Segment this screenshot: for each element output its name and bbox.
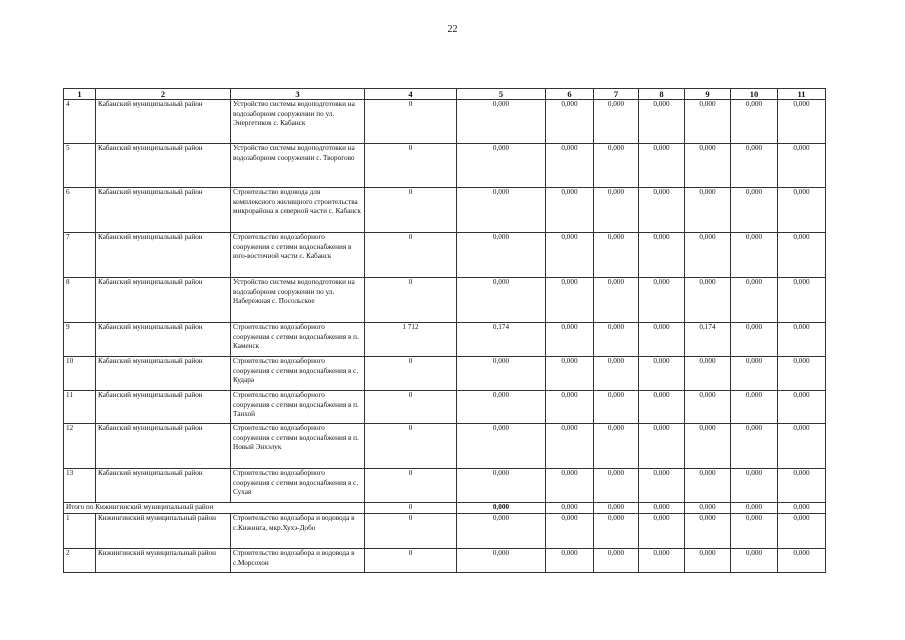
- value-cell-col-5: 0,000: [457, 503, 546, 514]
- table-row: [64, 278, 826, 323]
- value-cell-col-11: 0,000: [778, 469, 826, 503]
- row-number: 6: [64, 188, 96, 233]
- table-row: [64, 188, 826, 233]
- table-row: [64, 233, 826, 278]
- value-cell-col-6: 0,000: [546, 100, 594, 144]
- district-cell: Кабанский муниципальный район: [96, 144, 231, 188]
- column-header-3: 3: [231, 89, 365, 100]
- project-cell: Устройство системы водоподготовки на водозаборном сооружении по ул. Набережная с. Посольское: [231, 278, 365, 323]
- value-cell-col-11: 0,000: [778, 391, 826, 424]
- value-cell-col-4: 0: [365, 357, 457, 391]
- value-cell-col-7: 0,000: [594, 100, 639, 144]
- row-number: 2: [64, 549, 96, 573]
- header-row: [64, 89, 826, 100]
- table-row: [64, 323, 826, 357]
- value-cell-col-9: 0,000: [685, 391, 731, 424]
- value-cell-col-5: 0,000: [457, 357, 546, 391]
- value-cell-col-7: 0,000: [594, 503, 639, 514]
- value-cell-col-11: 0,000: [778, 357, 826, 391]
- value-cell-col-9: 0,000: [685, 144, 731, 188]
- value-cell-col-8: 0,000: [639, 233, 685, 278]
- value-cell-col-5: 0,000: [457, 424, 546, 469]
- value-cell-col-8: 0,000: [639, 188, 685, 233]
- project-cell: Строительство водозаборного сооружения с сетями водоснабжения в п. Новый Энхэлук: [231, 424, 365, 469]
- value-cell-col-11: 0,000: [778, 188, 826, 233]
- value-cell-col-8: 0,000: [639, 144, 685, 188]
- project-cell: Устройство системы водоподготовки на водозаборном сооружении с. Творогово: [231, 144, 365, 188]
- value-cell-col-7: 0,000: [594, 233, 639, 278]
- district-cell: Кижингинский муниципальный район: [96, 549, 231, 573]
- table-row: [64, 549, 826, 573]
- value-cell-col-7: 0,000: [594, 357, 639, 391]
- value-cell-col-10: 0,000: [731, 514, 778, 549]
- value-cell-col-6: 0,000: [546, 424, 594, 469]
- value-cell-col-9: 0,000: [685, 503, 731, 514]
- value-cell-col-5: 0,000: [457, 514, 546, 549]
- value-cell-col-6: 0,000: [546, 469, 594, 503]
- value-cell-col-5: 0,000: [457, 233, 546, 278]
- value-cell-col-10: 0,000: [731, 424, 778, 469]
- value-cell-col-7: 0,000: [594, 514, 639, 549]
- value-cell-col-8: 0,000: [639, 278, 685, 323]
- value-cell-col-7: 0,000: [594, 188, 639, 233]
- project-cell: Строительство водозаборного сооружения с сетями водоснабжения в п. Танхой: [231, 391, 365, 424]
- value-cell-col-5: 0,000: [457, 469, 546, 503]
- value-cell-col-7: 0,000: [594, 424, 639, 469]
- project-cell: Строительство водозаборного сооружения с сетями водоснабжения в с. Кудара: [231, 357, 365, 391]
- page-number: 22: [447, 24, 458, 35]
- column-header-2: 2: [96, 89, 231, 100]
- project-cell: Строительство водозаборного сооружения с сетями водоснабжения в п. Каменск: [231, 323, 365, 357]
- project-cell: Устройство системы водоподготовки на водозаборном сооружении по ул. Энергетиков с. Кабанск: [231, 100, 365, 144]
- value-cell-col-4: 0: [365, 391, 457, 424]
- row-number: 10: [64, 357, 96, 391]
- value-cell-col-10: 0,000: [731, 100, 778, 144]
- value-cell-col-9: 0,000: [685, 549, 731, 573]
- value-cell-col-11: 0,000: [778, 514, 826, 549]
- value-cell-col-6: 0,000: [546, 503, 594, 514]
- district-cell: Кабанский муниципальный район: [96, 424, 231, 469]
- value-cell-col-4: 0: [365, 278, 457, 323]
- value-cell-col-6: 0,000: [546, 514, 594, 549]
- value-cell-col-9: 0,000: [685, 469, 731, 503]
- value-cell-col-5: 0,000: [457, 144, 546, 188]
- value-cell-col-11: 0,000: [778, 233, 826, 278]
- value-cell-col-4: 0: [365, 549, 457, 573]
- column-header-8: 8: [639, 89, 685, 100]
- value-cell-col-10: 0,000: [731, 323, 778, 357]
- value-cell-col-9: 0,000: [685, 233, 731, 278]
- district-cell: Кабанский муниципальный район: [96, 233, 231, 278]
- value-cell-col-5: 0,000: [457, 188, 546, 233]
- value-cell-col-6: 0,000: [546, 391, 594, 424]
- value-cell-col-7: 0,000: [594, 469, 639, 503]
- value-cell-col-7: 0,000: [594, 278, 639, 323]
- row-number: 4: [64, 100, 96, 144]
- value-cell-col-6: 0,000: [546, 357, 594, 391]
- value-cell-col-11: 0,000: [778, 424, 826, 469]
- table-row: [64, 514, 826, 549]
- total-row: [64, 503, 826, 514]
- row-number: 11: [64, 391, 96, 424]
- district-cell: Кижингинский муниципальный район: [96, 514, 231, 549]
- value-cell-col-6: 0,000: [546, 278, 594, 323]
- column-header-7: 7: [594, 89, 639, 100]
- district-cell: Кабанский муниципальный район: [96, 323, 231, 357]
- value-cell-col-10: 0,000: [731, 357, 778, 391]
- district-cell: Кабанский муниципальный район: [96, 357, 231, 391]
- value-cell-col-8: 0,000: [639, 391, 685, 424]
- value-cell-col-9: 0,000: [685, 514, 731, 549]
- value-cell-col-8: 0,000: [639, 424, 685, 469]
- row-number: 1: [64, 514, 96, 549]
- value-cell-col-8: 0,000: [639, 323, 685, 357]
- value-cell-col-10: 0,000: [731, 233, 778, 278]
- table-row: [64, 424, 826, 469]
- table-row: [64, 144, 826, 188]
- row-number: 12: [64, 424, 96, 469]
- total-label: Итого по Кижингинский муниципальный район: [64, 503, 365, 514]
- project-cell: Строительство водозаборного сооружения с сетями водоснабжения в с. Сухая: [231, 469, 365, 503]
- value-cell-col-5: 0,000: [457, 391, 546, 424]
- value-cell-col-8: 0,000: [639, 100, 685, 144]
- column-header-9: 9: [685, 89, 731, 100]
- column-header-5: 5: [457, 89, 546, 100]
- value-cell-col-8: 0,000: [639, 469, 685, 503]
- value-cell-col-7: 0,000: [594, 391, 639, 424]
- table-row: [64, 100, 826, 144]
- value-cell-col-11: 0,000: [778, 278, 826, 323]
- value-cell-col-10: 0,000: [731, 144, 778, 188]
- value-cell-col-4: 0: [365, 424, 457, 469]
- value-cell-col-11: 0,000: [778, 100, 826, 144]
- value-cell-col-8: 0,000: [639, 503, 685, 514]
- value-cell-col-5: 0,000: [457, 278, 546, 323]
- value-cell-col-9: 0,174: [685, 323, 731, 357]
- value-cell-col-10: 0,000: [731, 503, 778, 514]
- row-number: 7: [64, 233, 96, 278]
- value-cell-col-4: 0: [365, 233, 457, 278]
- value-cell-col-10: 0,000: [731, 188, 778, 233]
- value-cell-col-6: 0,000: [546, 188, 594, 233]
- column-header-11: 11: [778, 89, 826, 100]
- column-header-4: 4: [365, 89, 457, 100]
- value-cell-col-10: 0,000: [731, 391, 778, 424]
- value-cell-col-9: 0,000: [685, 357, 731, 391]
- data-table: [63, 88, 826, 573]
- value-cell-col-5: 0,000: [457, 100, 546, 144]
- value-cell-col-4: 0: [365, 100, 457, 144]
- district-cell: Кабанский муниципальный район: [96, 469, 231, 503]
- value-cell-col-5: 0,000: [457, 549, 546, 573]
- value-cell-col-4: 1 712: [365, 323, 457, 357]
- district-cell: Кабанский муниципальный район: [96, 188, 231, 233]
- table-row: [64, 357, 826, 391]
- project-cell: Строительство водозабора и водовода в с.Морсохон: [231, 549, 365, 573]
- value-cell-col-6: 0,000: [546, 549, 594, 573]
- value-cell-col-4: 0: [365, 514, 457, 549]
- value-cell-col-8: 0,000: [639, 549, 685, 573]
- value-cell-col-6: 0,000: [546, 233, 594, 278]
- value-cell-col-7: 0,000: [594, 549, 639, 573]
- value-cell-col-10: 0,000: [731, 469, 778, 503]
- value-cell-col-4: 0: [365, 469, 457, 503]
- value-cell-col-6: 0,000: [546, 144, 594, 188]
- value-cell-col-11: 0,000: [778, 549, 826, 573]
- value-cell-col-10: 0,000: [731, 278, 778, 323]
- value-cell-col-11: 0,000: [778, 503, 826, 514]
- value-cell-col-11: 0,000: [778, 144, 826, 188]
- district-cell: Кабанский муниципальный район: [96, 100, 231, 144]
- value-cell-col-9: 0,000: [685, 424, 731, 469]
- value-cell-col-9: 0,000: [685, 278, 731, 323]
- table-row: [64, 469, 826, 503]
- value-cell-col-8: 0,000: [639, 514, 685, 549]
- project-cell: Строительство водозаборного сооружения с сетями водоснабжения в юго-восточной части с. Кабанск: [231, 233, 365, 278]
- row-number: 13: [64, 469, 96, 503]
- value-cell-col-4: 0: [365, 503, 457, 514]
- row-number: 8: [64, 278, 96, 323]
- district-cell: Кабанский муниципальный район: [96, 278, 231, 323]
- value-cell-col-4: 0: [365, 144, 457, 188]
- value-cell-col-9: 0,000: [685, 100, 731, 144]
- column-header-1: 1: [64, 89, 96, 100]
- value-cell-col-10: 0,000: [731, 549, 778, 573]
- table-row: [64, 391, 826, 424]
- row-number: 5: [64, 144, 96, 188]
- district-cell: Кабанский муниципальный район: [96, 391, 231, 424]
- column-header-6: 6: [546, 89, 594, 100]
- column-header-10: 10: [731, 89, 778, 100]
- value-cell-col-11: 0,000: [778, 323, 826, 357]
- value-cell-col-8: 0,000: [639, 357, 685, 391]
- value-cell-col-9: 0,000: [685, 188, 731, 233]
- value-cell-col-7: 0,000: [594, 144, 639, 188]
- project-cell: Строительство водозабора и водовода в с.Кижинга, мкр.Хухэ-Добо: [231, 514, 365, 549]
- value-cell-col-7: 0,000: [594, 323, 639, 357]
- row-number: 9: [64, 323, 96, 357]
- project-cell: Строительство водовода для комплексного жилищного строительства микрорайона в северной части с. Кабанск: [231, 188, 365, 233]
- value-cell-col-6: 0,000: [546, 323, 594, 357]
- value-cell-col-4: 0: [365, 188, 457, 233]
- table-body: [64, 100, 826, 573]
- value-cell-col-5: 0,174: [457, 323, 546, 357]
